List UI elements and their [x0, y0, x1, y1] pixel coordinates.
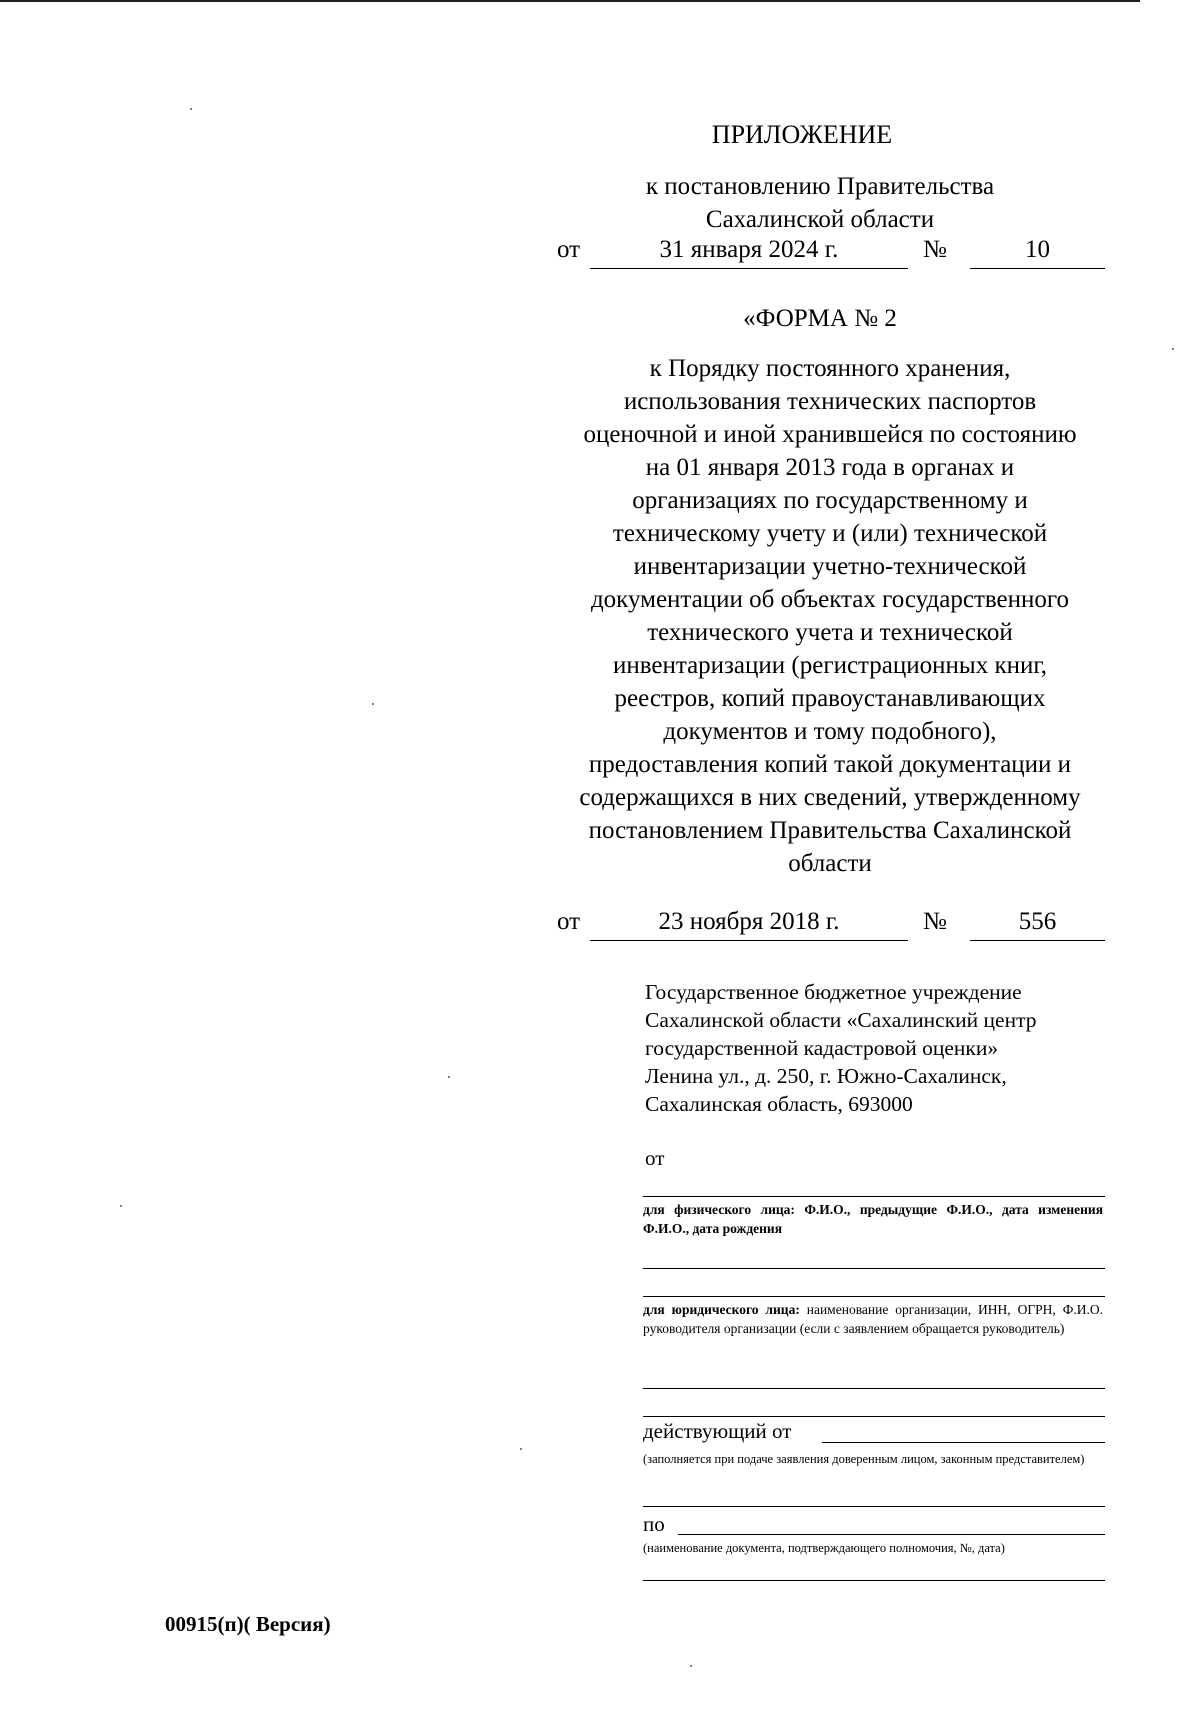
addressee-line: Государственное бюджетное учреждение	[645, 980, 1022, 1004]
scan-speck	[190, 108, 192, 110]
top-edge-line	[0, 0, 1140, 2]
scan-speck	[372, 703, 374, 705]
form-description-line: инвентаризации (регистрационных книг,	[612, 652, 1048, 679]
legal-person-details: наименование организации, ИНН, ОГРН, Ф.И.О. руководителя организации (если с заявлением обращается руководитель)	[643, 1302, 1103, 1336]
physical-person-note: для физического лица: Ф.И.О., предыдущие Ф.И.О., дата изменения Ф.И.О., дата рождения	[643, 1202, 1103, 1236]
document-code: 00915(п)( Версия)	[165, 1612, 331, 1636]
legal-person-note	[643, 1300, 1103, 1338]
applicant-rule-5	[643, 1416, 1105, 1417]
form-description-line: технического учета и технической	[647, 619, 1013, 646]
scan-speck	[448, 1076, 450, 1078]
form-description-line: области	[788, 850, 872, 877]
addressee-line: Ленина ул., д. 250, г. Южно-Сахалинск,	[645, 1064, 1007, 1088]
by-label: по	[643, 1512, 665, 1536]
by-note: (наименование документа, подтверждающего полномочия, №, дата)	[643, 1541, 1005, 1555]
header-date: 31 января 2024 г.	[590, 236, 908, 269]
form-date: 23 ноября 2018 г.	[590, 908, 908, 941]
addressee-line: Сахалинская область, 693000	[645, 1092, 913, 1116]
addressee-line: Сахалинской области «Сахалинский центр	[645, 1008, 1037, 1032]
by-field[interactable]	[678, 1534, 1105, 1535]
form-description-line: реестров, копий правоустанавливающих	[614, 685, 1046, 712]
applicant-from-label: от	[645, 1146, 665, 1170]
form-description-line: к Порядку постоянного хранения,	[649, 355, 1011, 382]
applicant-rule-1	[643, 1196, 1105, 1197]
applicant-rule-4	[643, 1388, 1105, 1389]
form-from-label: от	[557, 908, 581, 935]
acting-note: (заполняется при подаче заявления доверенным лицом, законным представителем)	[643, 1452, 1085, 1466]
header-line-2: Сахалинской области	[705, 206, 935, 233]
form-number-label: №	[923, 908, 947, 935]
applicant-rule-2	[643, 1268, 1105, 1269]
header-from-label: от	[557, 236, 581, 263]
appendix-title: ПРИЛОЖЕНИЕ	[711, 120, 893, 149]
form-description-line: инвентаризации учетно-технической	[633, 553, 1027, 580]
header-number: 10	[970, 236, 1105, 269]
form-description-line: документации об объектах государственного	[590, 586, 1070, 613]
form-description-line: на 01 января 2013 года в органах и	[645, 454, 1015, 481]
form-number: 556	[970, 908, 1105, 941]
applicant-rule-3	[643, 1296, 1105, 1297]
addressee-line: государственной кадастровой оценки»	[645, 1036, 999, 1060]
scan-speck	[690, 1665, 692, 1667]
scan-speck	[120, 1205, 122, 1207]
legal-person-label: для юридического лица:	[643, 1302, 800, 1317]
acting-from-field[interactable]	[822, 1442, 1105, 1443]
form-title: «ФОРМА № 2	[743, 305, 897, 332]
acting-from-label: действующий от	[643, 1419, 792, 1443]
applicant-rule-7	[643, 1580, 1105, 1581]
scan-speck	[1172, 348, 1174, 350]
form-description-line: содержащихся в них сведений, утвержденному	[579, 784, 1081, 811]
form-description-line: техническому учету и (или) технической	[612, 520, 1048, 547]
header-number-label: №	[923, 236, 947, 263]
scan-speck	[520, 1448, 522, 1450]
form-description-line: использования технических паспортов	[623, 388, 1037, 415]
form-description-line: организациях по государственному и	[632, 487, 1028, 514]
form-description-line: предоставления копий такой документации и	[588, 751, 1072, 778]
form-description-line: оценочной и иной хранившейся по состоянию	[583, 421, 1077, 448]
applicant-rule-6	[643, 1506, 1105, 1507]
addressee-block	[645, 978, 1105, 1118]
form-description-line: документов и тому подобного),	[663, 718, 997, 745]
header-line-1: к постановлению Правительства	[645, 173, 995, 200]
form-description-line: постановлением Правительства Сахалинской	[588, 817, 1072, 844]
form-description	[540, 352, 1120, 880]
